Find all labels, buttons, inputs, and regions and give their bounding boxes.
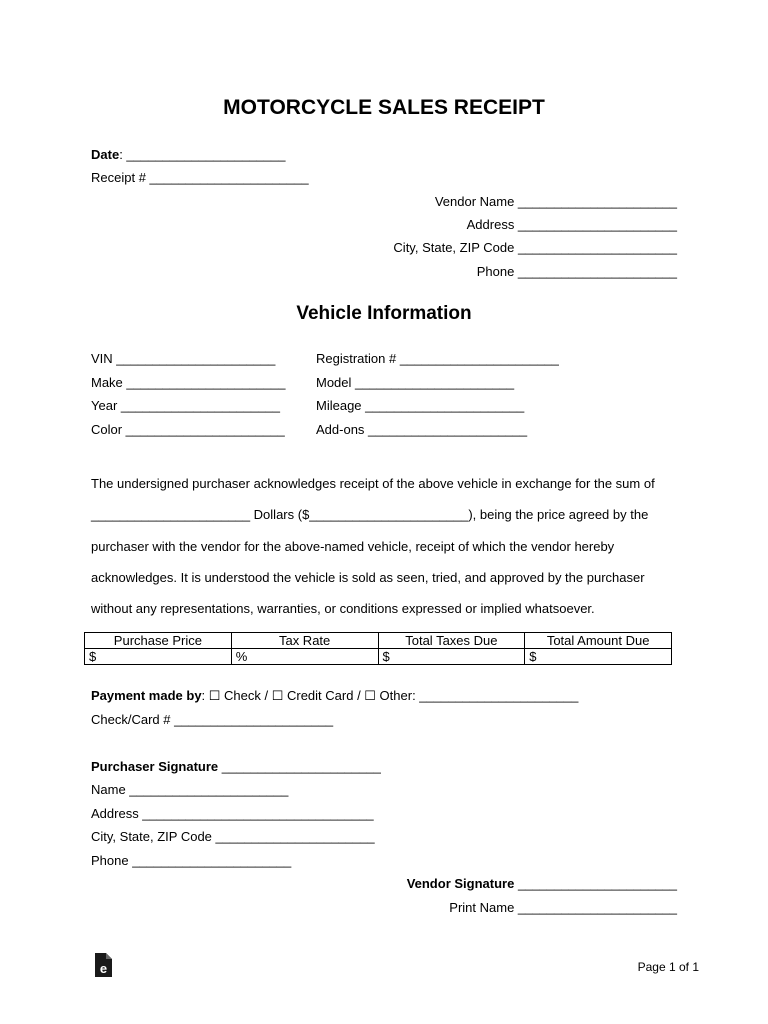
year-line: Year ______________________ bbox=[91, 398, 280, 413]
vendor-signature-line bbox=[407, 876, 677, 892]
vendor-signature-label: Vendor Signature bbox=[406, 876, 515, 891]
model-line: Model ______________________ bbox=[316, 375, 515, 390]
vendor-print-name-line: Print Name ______________________ bbox=[449, 900, 677, 915]
date-line bbox=[91, 147, 285, 163]
price-table-header-row bbox=[85, 633, 672, 649]
paragraph-line-2: ______________________ Dollars ($______________________), being the price agreed by the bbox=[91, 507, 649, 522]
check-card-line: Check/Card # ______________________ bbox=[91, 712, 334, 727]
purchase-price-header: Purchase Price bbox=[85, 633, 232, 649]
purchaser-phone-line: Phone ______________________ bbox=[91, 853, 292, 868]
purchaser-signature-blank: ______________________ bbox=[218, 759, 381, 774]
vehicle-section-title: Vehicle Information bbox=[296, 303, 472, 324]
paragraph-line-3: purchaser with the vendor for the above-named vehicle, receipt of which the vendor hereby bbox=[91, 539, 615, 554]
total-taxes-cell[interactable]: $ bbox=[378, 649, 525, 665]
total-taxes-header: Total Taxes Due bbox=[378, 633, 525, 649]
paragraph-line-5: without any representations, warranties, or conditions expressed or implied whatsoever. bbox=[91, 601, 595, 616]
payment-label: Payment made by bbox=[91, 688, 202, 703]
date-blank: : ______________________ bbox=[119, 147, 286, 162]
payment-options: : ☐ Check / ☐ Credit Card / ☐ Other: ______________________ bbox=[201, 688, 579, 703]
receipt-number-line: Receipt # ______________________ bbox=[91, 170, 309, 185]
vendor-phone-line: Phone ______________________ bbox=[476, 264, 677, 279]
eforms-logo-icon bbox=[93, 952, 113, 978]
vendor-city-line: City, State, ZIP Code ______________________ bbox=[393, 240, 677, 255]
total-amount-cell[interactable]: $ bbox=[525, 649, 672, 665]
purchaser-city-line: City, State, ZIP Code ______________________ bbox=[91, 829, 375, 844]
make-line: Make ______________________ bbox=[91, 375, 286, 390]
purchaser-name-line: Name ______________________ bbox=[91, 782, 289, 797]
document-title: MOTORCYCLE SALES RECEIPT bbox=[223, 96, 545, 119]
total-amount-header: Total Amount Due bbox=[525, 633, 672, 649]
price-table bbox=[84, 632, 672, 665]
purchaser-signature-label: Purchaser Signature bbox=[91, 759, 219, 774]
paragraph-line-4: acknowledges. It is understood the vehicle is sold as seen, tried, and approved by the purchaser bbox=[91, 570, 645, 585]
color-line: Color ______________________ bbox=[91, 422, 285, 437]
vin-line: VIN ______________________ bbox=[91, 351, 276, 366]
registration-line: Registration # ______________________ bbox=[316, 351, 559, 366]
vendor-address-line: Address ______________________ bbox=[466, 217, 677, 232]
tax-rate-cell[interactable]: % bbox=[231, 649, 378, 665]
date-label: Date bbox=[91, 147, 120, 162]
purchaser-address-line: Address ________________________________ bbox=[91, 806, 374, 821]
vendor-signature-blank: ______________________ bbox=[514, 876, 677, 891]
mileage-line: Mileage ______________________ bbox=[316, 398, 525, 413]
paragraph-line-1: The undersigned purchaser acknowledges receipt of the above vehicle in exchange for the sum of bbox=[91, 476, 655, 491]
price-table-row bbox=[85, 649, 672, 665]
vendor-name-line: Vendor Name ______________________ bbox=[434, 194, 677, 209]
addons-line: Add-ons ______________________ bbox=[316, 422, 528, 437]
svg-text:e: e bbox=[99, 961, 108, 976]
payment-line bbox=[91, 688, 578, 704]
page-number: Page 1 of 1 bbox=[637, 960, 699, 974]
purchase-price-cell[interactable]: $ bbox=[85, 649, 232, 665]
tax-rate-header: Tax Rate bbox=[231, 633, 378, 649]
purchaser-signature-line bbox=[91, 759, 381, 775]
